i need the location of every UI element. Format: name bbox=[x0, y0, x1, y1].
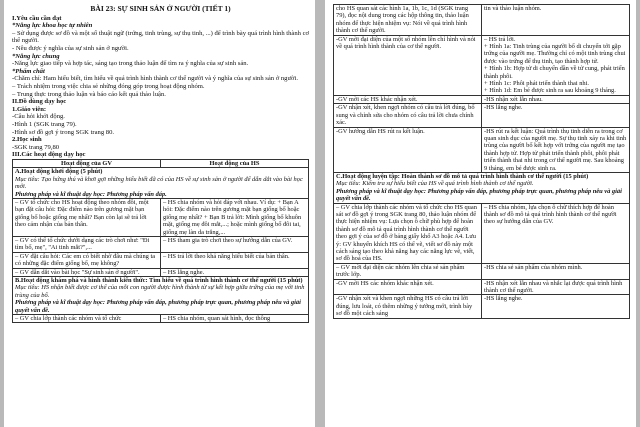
hs-cell: -HS chia sẻ sản phẩm của nhóm mình. bbox=[482, 263, 630, 279]
table-row bbox=[334, 95, 630, 103]
hs-cell: – HS trả lời theo khả năng hiểu biết của bản thân. bbox=[161, 252, 309, 268]
gv-cell: -GV hướng dẫn HS rút ra kết luận. bbox=[334, 127, 482, 172]
table-row bbox=[334, 295, 630, 318]
gv-cell: – GV tổ chức cho HS hoạt động theo nhóm đôi, một bạn đặt câu hỏi: Đặc điểm nào trên gương mặt bạn giống bố hoặc giống mẹ nhất? Bạn còn lại sẽ trả lời theo cảm nhận của bản thân. bbox=[13, 198, 161, 236]
table-row bbox=[334, 35, 630, 95]
objective-line: – Trách nhiệm trong việc chia sẻ những đóng góp trong hoạt động nhóm. bbox=[12, 82, 205, 90]
objective-line: – Sử dụng được sơ đồ và một số thuật ngữ (trứng, tinh trùng, sự thụ tinh, ...) để trình bày quá trình hình thành cơ thể người. bbox=[12, 29, 309, 45]
gv-cell: – GV chia lớp thành các nhóm và tổ chức cho HS quan sát sơ đồ gợi ý trong SGK trang 80, thảo luận nhóm để thực hiện nhiệm vụ: Lựa chọn ô chữ phù hợp để hoàn thành sơ đồ mô tả quá trình hình thành cơ thể người theo gợi ý của sơ đồ ở bảng giấy khổ A3 hoặc A4. Lưu ý: GV khuyến khích HS có thể vẽ, viết sơ đồ này một cách sáng tạo theo khả năng hay các năng lực vẽ, viết, sơ đồ hoá của HS. bbox=[334, 203, 482, 263]
hs-cell: -HS lắng nghe. bbox=[482, 295, 630, 318]
hs-cell: tin và thảo luận nhóm. bbox=[482, 5, 630, 36]
hs-cell: – HS chia nhóm và hỏi đáp với nhau. Ví dụ: + Bạn A hỏi: Đặc điểm nào trên gương mặt bạn giống bố hoặc giống mẹ nhất? + Bạn B trả lời: Mình giống bố khuôn mặt, giống mẹ đôi mắt,...; hoặc mình giống bố đôi tai, giống mẹ làn da trắng,... bbox=[161, 198, 309, 236]
section-a-aim: Mục tiêu: Tạo hứng thú và khơi gợi những hiểu biết đã có của HS về sự sinh sản ở người để dẫn dắt vào bài học mới. bbox=[15, 175, 303, 191]
gv-cell: cho HS quan sát các hình 1a, 1b, 1c, 1d (SGK trang 79), đọc nội dung trong các hộp thông tin, thảo luận nhóm để thực hiện nhiệm vụ: Nói về quá trình hình thành cơ thể người. bbox=[334, 5, 482, 36]
objective-line: II.Đồ dùng dạy học bbox=[12, 98, 67, 106]
hs-cell: – HS lắng nghe. bbox=[161, 268, 309, 276]
table-row bbox=[334, 279, 630, 295]
section-c-row bbox=[334, 172, 630, 203]
gv-cell: – GV dẫn dắt vào bài học "Sự sinh sản ở người". bbox=[13, 268, 161, 276]
table-row bbox=[334, 5, 630, 36]
gv-cell: – GV mời đại diện các nhóm lên chia sẻ sản phẩm trước lớp. bbox=[334, 263, 482, 279]
objective-line: -Chăm chỉ: Ham hiểu biết, tìm hiểu về quá trình hình thành cơ thể người và ý nghĩa của sự sinh sản ở người. bbox=[12, 75, 298, 83]
table-row bbox=[13, 236, 309, 252]
gv-cell: -GV mời HS các nhóm khác nhận xét. bbox=[334, 279, 482, 295]
header-student: Hoạt động của HS bbox=[161, 159, 309, 167]
objective-line: -Năng lực giao tiếp và hợp tác, sáng tạo trong thảo luận để tìm ra ý nghĩa của sự sinh sản. bbox=[12, 60, 249, 68]
document-page-right bbox=[325, 0, 636, 427]
section-a-method: Phương pháp và kĩ thuật dạy học: Phương pháp vấn đáp. bbox=[15, 190, 167, 198]
table-row bbox=[13, 315, 309, 323]
gv-cell: -GV mời các HS khác nhận xét. bbox=[334, 95, 482, 103]
gv-cell: -GV mời đại diện của một số nhóm lên chỉ hình và nói về quá trình hình thành của cơ thể người. bbox=[334, 35, 482, 95]
objective-line: -Hình 1 (SGK trang 79). bbox=[12, 120, 77, 128]
hs-cell: – HS chia nhóm, lựa chọn ô chữ thích hợp để hoàn thành sơ đồ mô tả quá trình hình thành cơ thể người theo sự hướng dẫn của GV. bbox=[482, 203, 630, 263]
objective-line: -SGK trang 79,80 bbox=[12, 143, 60, 151]
objective-line: -Câu hỏi khởi động. bbox=[12, 113, 65, 121]
table-row bbox=[13, 252, 309, 268]
hs-cell: – HS chia nhóm, quan sát hình, đọc thông bbox=[161, 315, 309, 323]
table-row bbox=[334, 263, 630, 279]
section-c-method: Phương pháp và kĩ thuật dạy học: Phương pháp vấn đáp, phương pháp trực quan, phương pháp nêu và giải quyết vấn đề. bbox=[336, 187, 622, 203]
section-a-title: A.Hoạt động khởi động (5 phút) bbox=[15, 168, 103, 176]
gv-cell: – GV chia lớp thành các nhóm và tổ chức bbox=[13, 315, 161, 323]
hs-cell: -HS nhận xét lẫn nhau. bbox=[482, 95, 630, 103]
gv-cell: -GV nhận xét, khen ngợi nhóm có câu trả lời đúng, bổ sung và chỉnh sửa cho nhóm có câu trả lời chưa chính xác. bbox=[334, 104, 482, 127]
section-b-aim: Mục tiêu: HS nhận biết được cơ thể của mỗi con người được hình thành từ sự kết hợp giữa trứng của mẹ với tinh trùng của bố. bbox=[15, 284, 305, 299]
objective-line: *Năng lực chung bbox=[12, 52, 60, 60]
section-a-row bbox=[13, 168, 309, 199]
objective-line: *Năng lực khoa học tự nhiên bbox=[12, 22, 93, 30]
table-row bbox=[334, 127, 630, 172]
gv-cell: – GV có thể tổ chức dưới dạng các trò chơi như: "Đi tìm bố, mẹ", "Ai tinh mắt?",... bbox=[13, 236, 161, 252]
table-row bbox=[13, 268, 309, 276]
objective-line: 1.Giáo viên: bbox=[12, 105, 47, 113]
document-page-left bbox=[4, 0, 315, 427]
hs-cell: -HS nhận xét lẫn nhau và nhắc lại được quá trình hình thành cơ thể người. bbox=[482, 279, 630, 295]
hs-cell: -HS lắng nghe. bbox=[482, 104, 630, 127]
section-c-title: C.Hoạt động luyện tập: Hoàn thành sơ đồ mô tả quá trình hình thành cơ thể người (15 phút) bbox=[336, 172, 589, 180]
objective-line: - Nêu được ý nghĩa của sự sinh sản ở người. bbox=[12, 44, 129, 52]
table-row bbox=[334, 104, 630, 127]
table-header-row bbox=[13, 159, 309, 167]
hs-cell: – HS tham gia trò chơi theo sự hướng dẫn của GV. bbox=[161, 236, 309, 252]
table-row bbox=[334, 203, 630, 263]
section-b-row bbox=[13, 276, 309, 314]
section-b-title: B.Hoạt động khám phá và hình thành kiến thức: Tìm hiểu về quá trình hình thành cơ thể người (15 phút) bbox=[15, 276, 303, 284]
activity-table bbox=[12, 159, 309, 324]
activity-table-continued bbox=[333, 4, 630, 319]
objective-line: -Hình sơ đồ gợi ý trong SGK trang 80. bbox=[12, 128, 115, 136]
lesson-objectives bbox=[12, 15, 309, 159]
objective-line: 2.Học sinh bbox=[12, 136, 42, 144]
section-b-method: Phương pháp và kĩ thuật dạy học: Phương pháp vấn đáp, phương pháp trực quan, phương pháp nêu và giải quyết vấn đề. bbox=[15, 299, 301, 314]
hs-cell: – HS trả lời. + Hình 1a: Tinh trùng của người bố di chuyển tới gặp trứng của người mẹ. Thường chỉ có một tinh trùng chui được vào trứng để thụ tinh, tạo thành hợp tử. + Hình 1b: Hợp tử di chuyển dần về tử cung, phát triển thành phôi. + Hình 1c: Phôi phát triển thành thai nhi. + Hình 1d: Em bé được sinh ra sau khoảng 9 tháng. bbox=[482, 35, 630, 95]
lesson-title: BÀI 23: SỰ SINH SẢN Ở NGƯỜI (TIẾT 1) bbox=[90, 4, 231, 13]
gv-cell: -GV nhận xét và khen ngợi những HS có câu trả lời đúng, lưu loát, có thêm những ý tưởng mới, trình bày sơ đồ một cách sáng bbox=[334, 295, 482, 318]
objective-line: – Trung thực trong thảo luận và báo cáo kết quả thảo luận. bbox=[12, 90, 166, 98]
table-row bbox=[13, 198, 309, 236]
header-teacher: Hoạt động của GV bbox=[13, 159, 161, 167]
objective-line: *Phẩm chất bbox=[12, 67, 45, 75]
objective-line: I.Yêu cầu cần đạt bbox=[12, 14, 62, 22]
hs-cell: -HS rút ra kết luận: Quá trình thụ tinh diễn ra trong cơ quan sinh dục của người mẹ. Sự thụ tinh xảy ra khi tinh trùng của người bố kết hợp với trứng của người mẹ tạo thành hợp tử. Hợp tử phát triển thành phôi, phôi phát triển thành thai nhi trong cơ thể người mẹ. Sau khoảng 9 tháng, em bé được sinh ra. bbox=[482, 127, 630, 172]
objective-line: III.Các hoạt động dạy học bbox=[12, 151, 86, 159]
gv-cell: – GV đặt câu hỏi: Các em có biết nhờ đâu mà chúng ta có những đặc điểm giống bố, mẹ không? bbox=[13, 252, 161, 268]
section-c-aim: Mục tiêu: Kiểm tra sự hiểu biết của HS về quá trình hình thành cơ thể người. bbox=[336, 180, 534, 188]
